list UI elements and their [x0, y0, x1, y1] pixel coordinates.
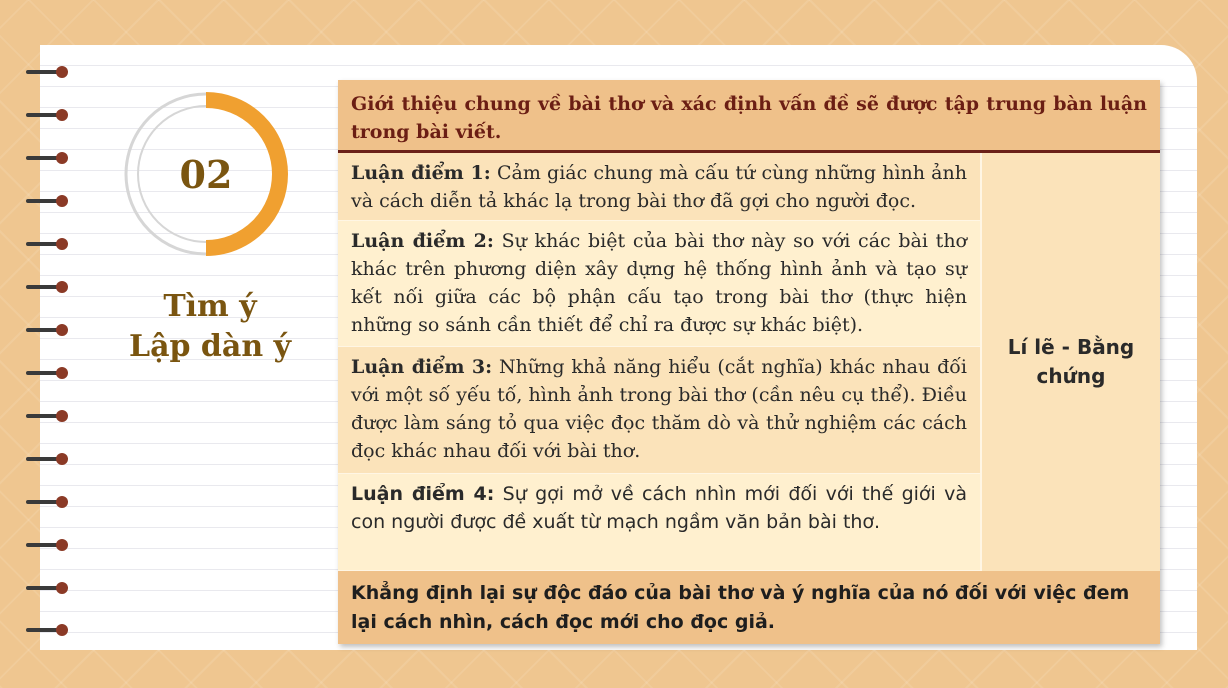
point-cell-1 [338, 153, 980, 221]
evidence-label: Lí lẽ - Bằng chứng [1007, 335, 1135, 388]
point-text: Sự gợi mở về cách nhìn mới đối với thế giới và con người được đề xuất từ mạch ngầm văn bản bài thơ. [351, 483, 967, 533]
section-title-line2: Lập dàn ý [128, 329, 292, 364]
ring-icon [26, 195, 70, 207]
ring-icon [26, 453, 70, 465]
intro-cell: Giới thiệu chung về bài thơ và xác định vấn đề sẽ được tập trung bàn luận trong bài viết. [338, 80, 1160, 151]
ring-icon [26, 66, 70, 78]
ring-icon [26, 624, 70, 636]
conclusion-cell: Khẳng định lại sự độc đáo của bài thơ và ý nghĩa của nó đối với việc đem lại cách nhìn, cách đọc mới cho đọc giả. [338, 571, 1160, 644]
ring-icon [26, 410, 70, 422]
ring-icon [26, 324, 70, 336]
point-label: Luận điểm 4: [351, 483, 495, 505]
point-cell-4 [338, 474, 980, 571]
evidence-cell [980, 153, 1160, 571]
section-title [100, 287, 320, 367]
ring-icon [26, 109, 70, 121]
ring-icon [26, 238, 70, 250]
section-number: 02 [179, 152, 233, 197]
point-label: Luận điểm 3: [351, 356, 493, 378]
point-cell-2 [338, 221, 980, 347]
point-text: Những khả năng hiểu (cắt nghĩa) khác nhau đối với một số yếu tố, hình ảnh trong bài thơ (cần nêu cụ thể). Điều được làm sáng tỏ qua việc đọc thăm dò và thử nghiệm các cách đọc khác nhau đối với bài thơ. [351, 356, 967, 462]
ring-icon [26, 152, 70, 164]
outline-table [338, 80, 1160, 644]
section-title-line1: Tìm ý [163, 289, 257, 324]
point-text: Cảm giác chung mà cấu tứ cùng những hình ảnh và cách diễn tả khác lạ trong bài thơ đã gợi cho người đọc. [351, 162, 967, 212]
point-cell-3 [338, 347, 980, 474]
ring-icon [26, 582, 70, 594]
ring-icon [26, 539, 70, 551]
ring-icon [26, 281, 70, 293]
point-label: Luận điểm 2: [351, 230, 494, 252]
ring-icon [26, 496, 70, 508]
point-text: Sự khác biệt của bài thơ này so với các bài thơ khác trên phương diện xây dựng hệ thống hình ảnh và tạo sự kết nối giữa các bộ phận cấu tạo trong bài thơ (thực hiện những so sánh cần thiết để chỉ ra được sự khác biệt). [351, 230, 967, 336]
ring-icon [26, 367, 70, 379]
point-label: Luận điểm 1: [351, 162, 491, 184]
